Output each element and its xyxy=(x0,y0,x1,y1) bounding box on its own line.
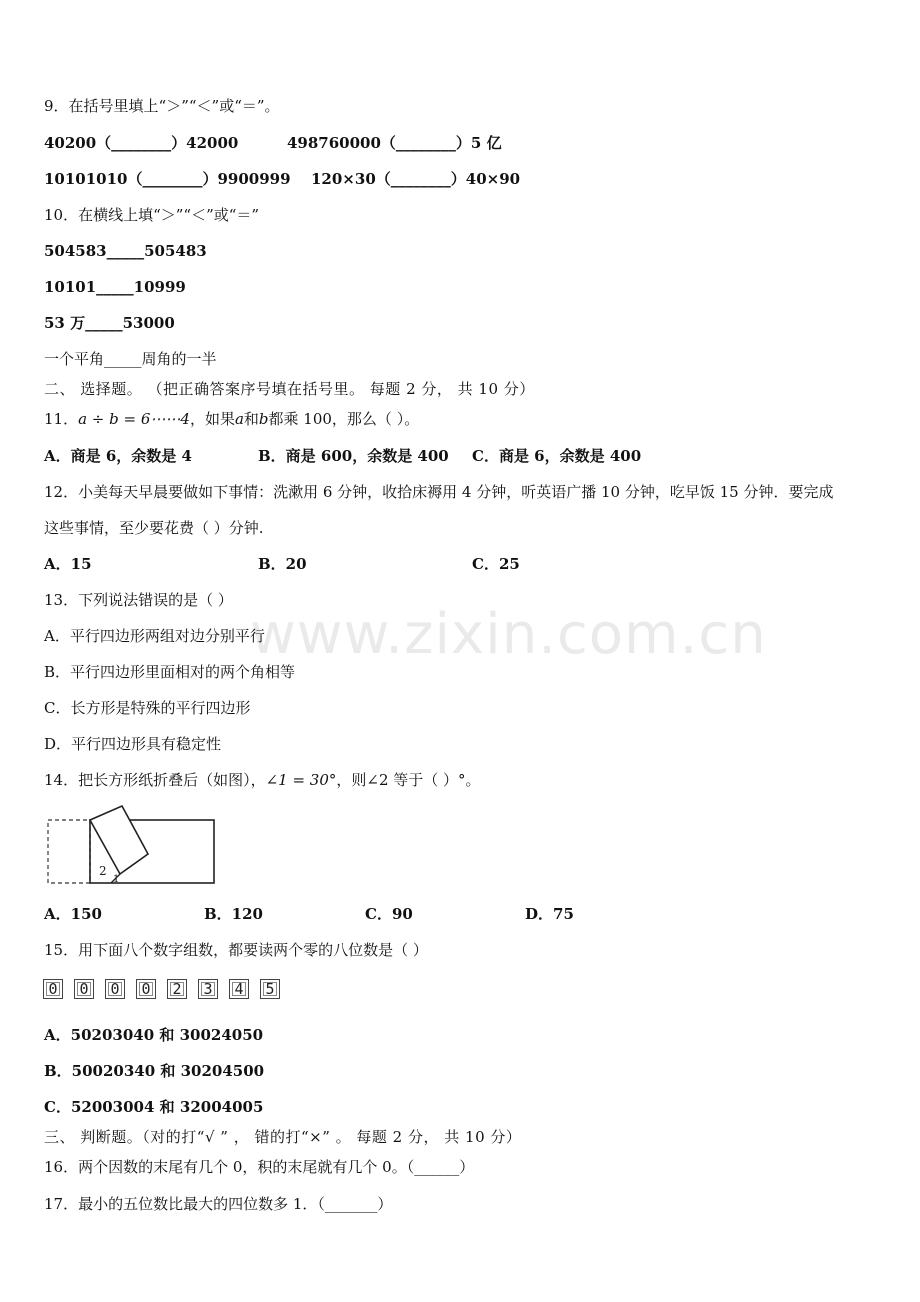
fold-dashed-region xyxy=(48,820,90,883)
q11-stem xyxy=(44,409,419,429)
q13-option-b[interactable]: B．平行四边形里面相对的两个角相等 xyxy=(44,663,296,681)
q10-line-4: 一个平角_____周角的一半 xyxy=(44,350,217,368)
digit-card: 0 xyxy=(74,979,94,999)
q11-number: 11． xyxy=(44,410,79,428)
q10-line-2: 10101_____10999 xyxy=(44,278,186,296)
q9-row1-b: 498760000（________）5 亿 xyxy=(287,134,502,152)
q10-title: 10．在横线上填“＞”“＜”或“＝” xyxy=(44,206,260,224)
q11-option-b[interactable]: B．商是 600，余数是 400 xyxy=(258,447,449,465)
q9-row2-b: 120×30（________）40×90 xyxy=(311,170,521,188)
digit-card: 2 xyxy=(167,979,187,999)
digit-card: 0 xyxy=(105,979,125,999)
q11-text-2: 和 xyxy=(243,410,259,428)
q11-var-a: a xyxy=(234,410,244,428)
q14-text-2: ，则∠2 等于（ ）°。 xyxy=(336,771,481,789)
q12-option-a[interactable]: A．15 xyxy=(44,555,92,573)
q14-stem xyxy=(44,770,481,790)
q11-text-3: 都乘 100，那么（ ）。 xyxy=(268,410,420,428)
folded-rectangle-figure xyxy=(44,804,216,888)
q15-option-c[interactable]: C．52003004 和 32004005 xyxy=(44,1098,264,1116)
q9-row2-a: 10101010（________）9900999 xyxy=(44,170,291,188)
section-2-heading: 二、 选择题。 （把正确答案序号填在括号里。 每题 2 分， 共 10 分） xyxy=(44,380,535,398)
q13-option-c[interactable]: C．长方形是特殊的平行四边形 xyxy=(44,699,251,717)
q13-option-a[interactable]: A．平行四边形两组对边分别平行 xyxy=(44,627,265,645)
q11-var-b: b xyxy=(258,410,269,428)
q13-option-d[interactable]: D．平行四边形具有稳定性 xyxy=(44,735,222,753)
q14-option-a[interactable]: A．150 xyxy=(44,905,102,923)
q10-line-1: 504583_____505483 xyxy=(44,242,207,260)
angle-1-label: 1 xyxy=(113,874,120,885)
q14-option-b[interactable]: B．120 xyxy=(204,905,263,923)
q11-option-a[interactable]: A．商是 6，余数是 4 xyxy=(44,447,192,465)
q16-stem: 16．两个因数的末尾有几个 0，积的末尾就有几个 0。（______） xyxy=(44,1158,475,1176)
q15-option-b[interactable]: B．50020340 和 30204500 xyxy=(44,1062,265,1080)
q11-text-1: ，如果 xyxy=(189,410,235,428)
q12-stem-line-2: 这些事情，至少要花费（ ）分钟. xyxy=(44,519,264,537)
q14-option-d[interactable]: D．75 xyxy=(525,905,574,923)
digit-card: 0 xyxy=(136,979,156,999)
q9-row1-a: 40200（________）42000 xyxy=(44,134,239,152)
q12-option-b[interactable]: B．20 xyxy=(258,555,307,573)
digit-card: 4 xyxy=(229,979,249,999)
digit-card: 0 xyxy=(43,979,63,999)
digit-card: 3 xyxy=(198,979,218,999)
q14-angle: ∠1 = 30° xyxy=(265,771,337,789)
q15-stem: 15．用下面八个数字组数，都要读两个零的八位数是（ ） xyxy=(44,941,428,959)
section-3-heading: 三、 判断题。（对的打“√ ” ， 错的打“×” 。 每题 2 分， 共 10 分） xyxy=(44,1128,522,1146)
q14-option-c[interactable]: C．90 xyxy=(365,905,413,923)
q13-stem: 13．下列说法错误的是（ ） xyxy=(44,591,233,609)
angle-2-label: 2 xyxy=(99,864,107,878)
watermark: www.zixin.com.cn xyxy=(250,602,767,667)
q15-option-a[interactable]: A．50203040 和 30024050 xyxy=(44,1026,264,1044)
q12-stem-line-1: 12．小美每天早晨要做如下事情：洗漱用 6 分钟，收拾床褥用 4 分钟，听英语广播 10 分钟，吃早饭 15 分钟．要完成 xyxy=(44,483,834,501)
q10-line-3: 53 万_____53000 xyxy=(44,314,175,332)
digit-cards xyxy=(43,979,280,999)
q17-stem: 17．最小的五位数比最大的四位数多 1．（_______） xyxy=(44,1195,393,1213)
q12-option-c[interactable]: C．25 xyxy=(472,555,520,573)
q11-expression: a ÷ b = 6⋯⋯4 xyxy=(78,410,190,428)
q11-option-c[interactable]: C．商是 6，余数是 400 xyxy=(472,447,642,465)
q14-text-1: 14．把长方形纸折叠后（如图）， xyxy=(44,771,266,789)
digit-card: 5 xyxy=(260,979,280,999)
q9-title: 9．在括号里填上“＞”“＜”或“＝”。 xyxy=(44,97,280,115)
